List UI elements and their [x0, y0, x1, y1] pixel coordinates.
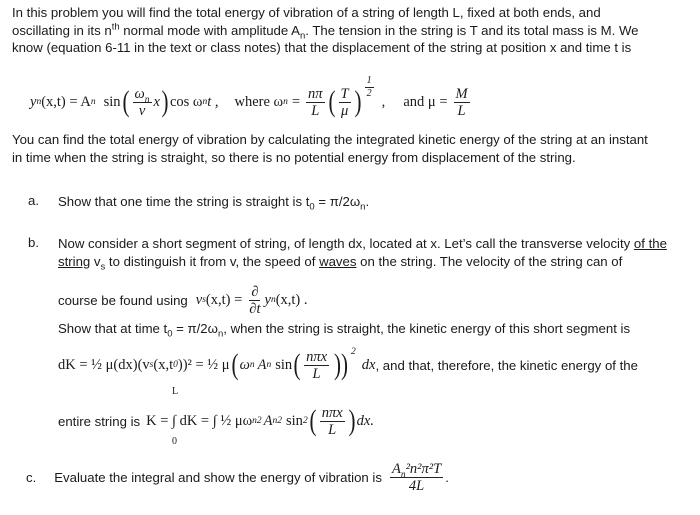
part-b-label: b.: [28, 235, 39, 250]
para2-line-2: in time when the string is straight, so there is no potential energy from displacement of the string.: [12, 149, 576, 165]
intro-line-1: In this problem you will find the total energy of vibration of a string of length L, fixed at both ends, and: [12, 5, 601, 20]
para2-line-1: You can find the total energy of vibration by calculating the integrated kinetic energy of the string at an instant: [12, 132, 648, 147]
part-c: c. Evaluate the integral and show the energy of vibration is $\frac{A_n^2n^2\pi^2T}{4L}$ .: [26, 460, 449, 494]
dk-equation: dK = ½ μ(dx)(v s (x,t 0 ))² = ½ μ ( ω n A n sin ( $\frac{\text{nπx}}{L}$ )) 2 dx , and that, therefore, the kinetic energy of the: [58, 347, 638, 382]
part-c-text: Evaluate the integral and show the energy of vibration is: [54, 469, 382, 485]
part-a-text: Show that one time the string is straight is $t_0 = \pi/2\omega_n$.: [58, 194, 370, 213]
energy-result: $\frac{A_n^2n^2\pi^2T}{4L}$: [391, 460, 442, 494]
part-b-line-2: string $v_s$ to distinguish it from v, the speed of waves on the string. The velocity of the string can of: [58, 253, 623, 273]
part-b-line-1: Now consider a short segment of string, of length dx, located at x. Let’s call the transverse velocity of the: [58, 236, 667, 251]
part-b-line-4: Show that at time $t_0 = \pi/2\omega_n$, when the string is straight, the kinetic energy of this short segment is: [58, 321, 631, 340]
integral-upper-limit: L: [172, 386, 179, 397]
part-a-label: a.: [28, 193, 39, 208]
velocity-equation: course be found using v s (x,t) = $\frac{\partial}{\partial t}$ y n (x,t) .: [58, 283, 308, 317]
integral-lower-limit: 0: [172, 436, 177, 447]
intro-line-2: oscillating in its $n^{th}$ normal mode with amplitude $A_n$. The tension in the string is T and its total mass is M. We: [12, 21, 639, 42]
k-equation: entire string is K = ∫ dK = ∫ ½ μω n 2 A n 2 sin 2 ( $\frac{\text{nπx}}{L}$ ) dx.: [58, 404, 374, 438]
part-c-label: c.: [26, 469, 37, 485]
intro-line-3: know (equation 6-11 in the text or class notes) that the displacement of the string at position x and time t is: [12, 40, 632, 55]
part-a: [12, 193, 700, 211]
part-b: [12, 235, 700, 273]
displacement-equation: y n (x,t) = A n sin ( $\frac{\omega_n}{v}$ x ) cos ω n t , where ω n = $\frac{n\pi}{L}$ ( $\frac{T}{\mu}$ ) $\frac{1}{2}$ , and μ = $\frac{M}{L}$: [30, 74, 468, 119]
